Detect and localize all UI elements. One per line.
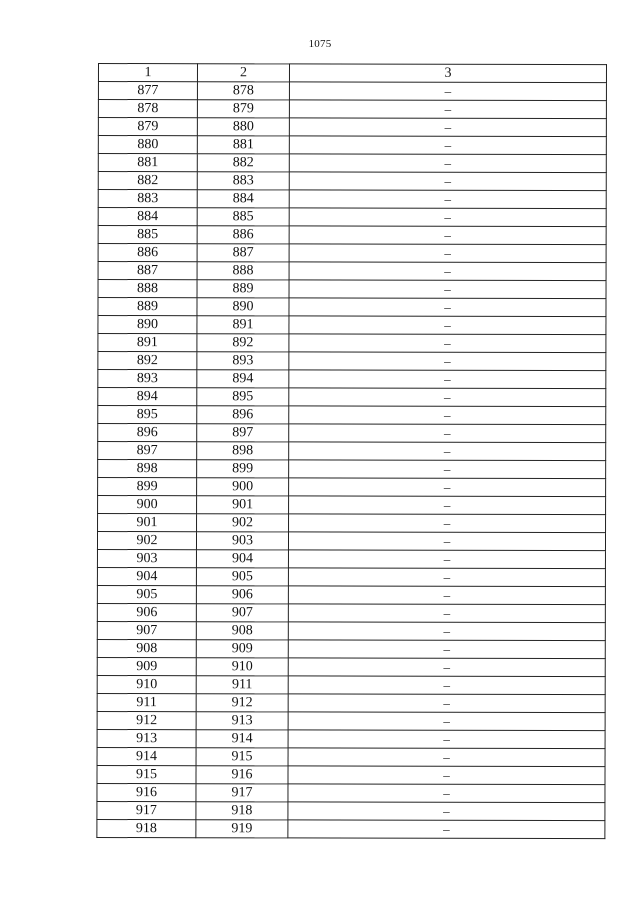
table-cell-col-2: 910 [196,658,288,676]
table-cell-col-1: 882 [98,172,197,190]
table-row [98,424,606,443]
table-cell-col-2: 903 [196,532,288,550]
header-row [98,64,606,83]
table-cell-col-3: – [288,676,605,695]
table-row [98,460,606,479]
table-cell-col-3: – [288,604,605,623]
table-cell-col-1: 906 [97,603,196,621]
table-cell-col-1: 890 [98,316,197,334]
page-number: 1075 [308,38,332,50]
table-cell-col-1: 903 [97,550,196,568]
table-cell-col-2: 914 [196,730,288,748]
table-cell-col-3: – [288,712,605,731]
table-cell-col-1: 886 [98,244,197,262]
table-row [98,514,606,533]
table-cell-col-2: 881 [197,136,289,154]
table-cell-col-1: 905 [97,585,196,603]
table-cell-col-2: 896 [197,406,289,424]
table-cell-col-1: 914 [97,747,196,765]
table-cell-col-1: 907 [97,621,196,639]
table-cell-col-1: 897 [98,442,197,460]
table-cell-col-3: – [288,784,605,803]
table-cell-col-2: 904 [196,550,288,568]
table-cell-col-1: 901 [98,514,197,532]
table-cell-col-2: 897 [197,424,289,442]
table-row [98,100,606,119]
table-cell-col-3: – [288,730,605,749]
table-cell-col-2: 893 [197,352,289,370]
table-row [97,567,605,586]
table-cell-col-3: – [289,406,606,425]
table-cell-col-1: 896 [98,424,197,442]
table-row [98,352,606,371]
table-row [97,675,605,694]
table-row [98,316,606,335]
table-cell-col-2: 890 [197,298,289,316]
column-header-1: 1 [98,64,197,82]
table-row [98,172,606,191]
table-cell-col-3: – [289,262,606,281]
table-cell-col-2: 909 [196,640,288,658]
table-cell-col-3: – [289,172,606,191]
table-cell-col-3: – [289,316,606,335]
table-row [98,388,606,407]
table-cell-col-3: – [289,190,606,209]
table-cell-col-1: 888 [98,280,197,298]
table-row [97,550,605,569]
table-cell-col-3: – [288,622,605,641]
table-cell-col-1: 889 [98,298,197,316]
table-cell-col-1: 892 [98,352,197,370]
table-cell-col-3: – [289,298,606,317]
table-cell-col-3: – [289,424,606,443]
column-header-2: 2 [197,64,289,82]
table-row [98,154,606,173]
table-cell-col-1: 900 [98,496,197,514]
table-cell-col-2: 913 [196,712,288,730]
table-cell-col-3: – [289,478,606,497]
table-cell-col-3: – [288,748,605,767]
table-cell-col-2: 911 [196,676,288,694]
table-cell-col-1: 885 [98,226,197,244]
table-cell-col-1: 910 [97,675,196,693]
table-row [97,765,605,784]
table-cell-col-3: – [289,334,606,353]
table-cell-col-2: 879 [197,100,289,118]
table-cell-col-2: 886 [197,226,289,244]
table-cell-col-2: 894 [197,370,289,388]
table-cell-col-1: 893 [98,370,197,388]
table-row [98,442,606,461]
table-cell-col-3: – [289,352,606,371]
table-row [97,711,605,730]
table-cell-col-2: 912 [196,694,288,712]
table-cell-col-2: 885 [197,208,289,226]
table-cell-col-1: 877 [98,82,197,100]
table-cell-col-1: 898 [98,460,197,478]
table-cell-col-3: – [288,694,605,713]
table-cell-col-1: 912 [97,711,196,729]
table-row [98,82,606,101]
table-cell-col-3: – [289,514,606,533]
table-cell-col-2: 895 [197,388,289,406]
table-row [98,244,606,263]
table-row [98,262,606,281]
table-cell-col-2: 902 [197,514,289,532]
table-cell-col-2: 900 [197,478,289,496]
table-cell-col-2: 915 [196,748,288,766]
table-cell-col-2: 883 [197,172,289,190]
table-cell-col-2: 882 [197,154,289,172]
table-cell-col-2: 899 [197,460,289,478]
table-body [97,82,607,839]
table-cell-col-3: – [289,370,606,389]
table-cell-col-2: 884 [197,190,289,208]
table-row [98,370,606,389]
table-cell-col-1: 899 [98,478,197,496]
table-cell-col-3: – [289,244,606,263]
table-cell-col-1: 904 [97,567,196,585]
table-row [98,496,606,515]
table-cell-col-3: – [288,820,605,839]
table-cell-col-3: – [288,568,605,587]
table-row [97,657,605,676]
table-row [98,118,606,137]
table-cell-col-3: – [289,442,606,461]
table-cell-col-3: – [288,532,605,551]
table-cell-col-3: – [288,550,605,569]
table-cell-col-2: 892 [197,334,289,352]
table-cell-col-1: 884 [98,208,197,226]
table-row [97,639,605,658]
table-header [98,64,606,83]
table-row [97,747,605,766]
table-cell-col-1: 917 [97,801,196,819]
table-cell-col-1: 879 [98,118,197,136]
table-cell-col-2: 918 [196,802,288,820]
table-cell-col-1: 891 [98,334,197,352]
table-cell-col-1: 894 [98,388,197,406]
table-cell-col-2: 906 [196,586,288,604]
table-cell-col-3: – [289,388,606,407]
table-cell-col-1: 911 [97,693,196,711]
table-row [98,226,606,245]
table-row [97,729,605,748]
table-row [97,621,605,640]
table-row [97,819,605,838]
table-row [97,783,605,802]
table-cell-col-3: – [288,802,605,821]
table-cell-col-3: – [288,658,605,677]
table-row [97,801,605,820]
table-cell-col-2: 888 [197,262,289,280]
table-row [98,208,606,227]
table-cell-col-3: – [288,640,605,659]
table-cell-col-1: 909 [97,657,196,675]
table-row [98,298,606,317]
table-cell-col-3: – [289,82,606,101]
table-cell-col-2: 891 [197,316,289,334]
table-cell-col-2: 919 [196,820,288,838]
table-cell-col-1: 880 [98,136,197,154]
table-cell-col-1: 887 [98,262,197,280]
table-cell-col-3: – [289,460,606,479]
table-row [97,693,605,712]
table-cell-col-1: 913 [97,729,196,747]
table-cell-col-3: – [289,496,606,515]
table-cell-col-2: 889 [197,280,289,298]
table-row [98,406,606,425]
table-row [98,334,606,353]
table-cell-col-2: 916 [196,766,288,784]
table-cell-col-2: 905 [196,568,288,586]
table-cell-col-3: – [289,118,606,137]
table-cell-col-1: 916 [97,783,196,801]
table-cell-col-1: 908 [97,639,196,657]
table-row [98,280,606,299]
table-cell-col-3: – [289,226,606,245]
table-cell-col-3: – [289,100,606,119]
table-cell-col-2: 901 [197,496,289,514]
table-cell-col-2: 880 [197,118,289,136]
table-row [98,478,606,497]
table-cell-col-2: 878 [197,82,289,100]
table-cell-col-1: 883 [98,190,197,208]
table-row [98,190,606,209]
table-cell-col-1: 878 [98,100,197,118]
table-cell-col-2: 908 [196,622,288,640]
table-cell-col-3: – [289,208,606,227]
table-cell-col-3: – [289,136,606,155]
table-cell-col-1: 918 [97,819,196,837]
table-row [97,532,605,551]
table-cell-col-3: – [288,766,605,785]
table-cell-col-1: 915 [97,765,196,783]
table-cell-col-1: 881 [98,154,197,172]
table-cell-col-3: – [288,586,605,605]
column-header-3: 3 [289,64,606,83]
table-row [97,603,605,622]
table-cell-col-2: 887 [197,244,289,262]
table-cell-col-1: 895 [98,406,197,424]
data-table [96,63,607,839]
table-row [97,585,605,604]
table-cell-col-3: – [289,280,606,299]
table-cell-col-2: 907 [196,604,288,622]
table-cell-col-2: 898 [197,442,289,460]
table-cell-col-3: – [289,154,606,173]
table-row [98,136,606,155]
table-cell-col-1: 902 [97,532,196,550]
table-cell-col-2: 917 [196,784,288,802]
